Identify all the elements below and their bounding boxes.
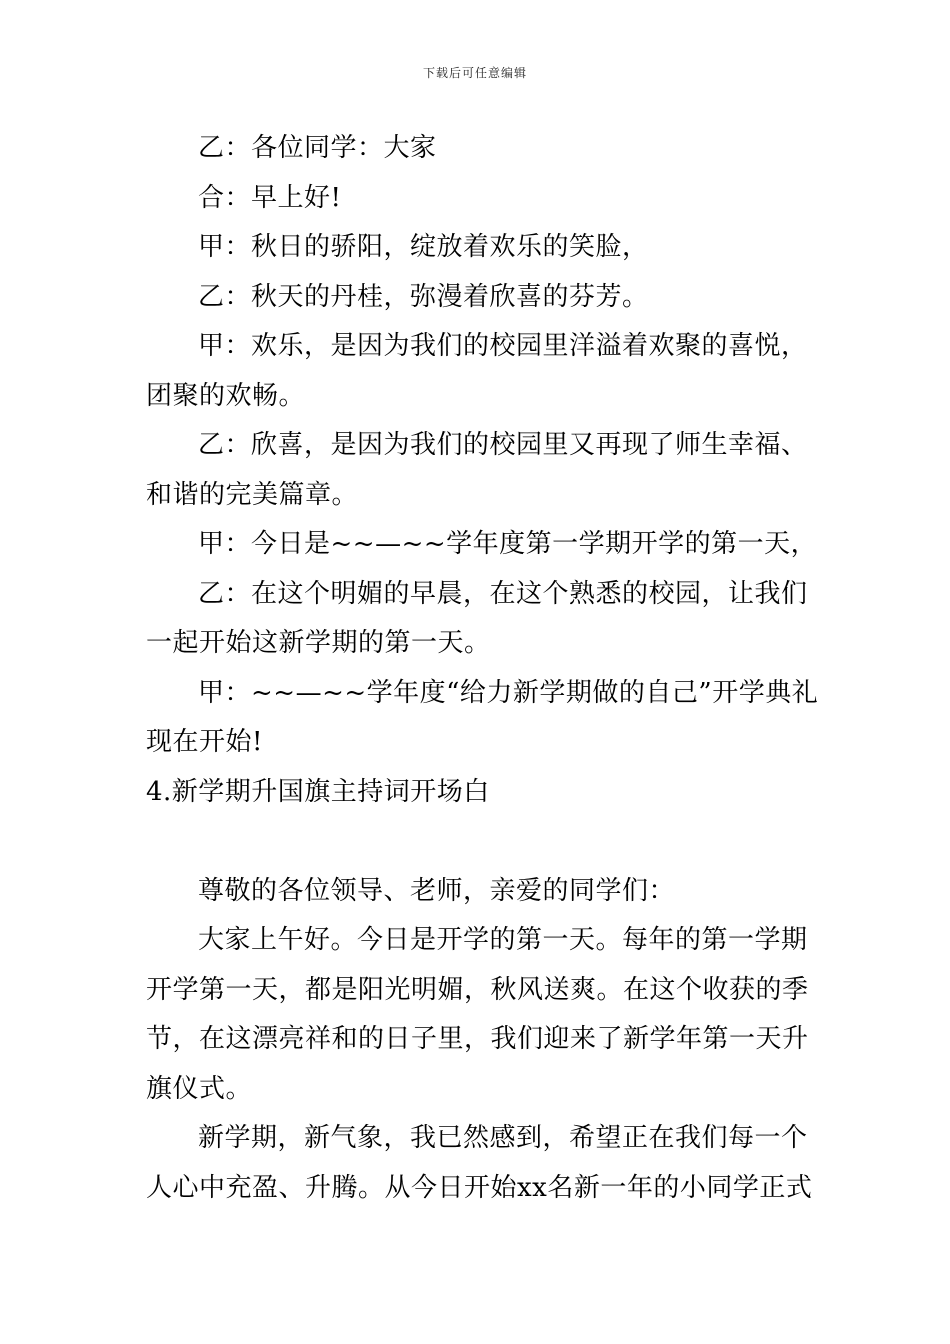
paragraph-line-continued: 人心中充盈、升腾。从今日开始xx名新一年的小同学正式 <box>146 1172 813 1203</box>
dialogue-line-continued: 现在开始! <box>146 727 263 757</box>
dialogue-line-continued: 一起开始这新学期的第一天。 <box>146 628 491 658</box>
paragraph-line-continued: 开学第一天，都是阳光明媚，秋风送爽。在这个收获的季 <box>146 974 809 1005</box>
paragraph-line: 大家上午好。今日是开学的第一天。每年的第一学期 <box>198 925 808 955</box>
paragraph-line-continued: 旗仪式。 <box>146 1073 253 1104</box>
dialogue-line: 乙：欣喜，是因为我们的校园里又再现了师生幸福、 <box>198 430 808 460</box>
dialogue-line: 甲：今日是~~—~~学年度第一学期开学的第一天， <box>198 529 818 559</box>
dialogue-line: 甲：欢乐，是因为我们的校园里洋溢着欢聚的喜悦， <box>198 331 808 361</box>
paragraph-line: 新学期，新气象，我已然感到，希望正在我们每一个 <box>198 1123 808 1153</box>
dialogue-line-continued: 和谐的完美篇章。 <box>146 479 359 510</box>
dialogue-line: 乙：在这个明媚的早晨，在这个熟悉的校园，让我们 <box>198 578 808 609</box>
dialogue-line-continued: 团聚的欢畅。 <box>146 380 306 411</box>
paragraph-line: 尊敬的各位领导、老师，亲爱的同学们： <box>198 875 676 906</box>
dialogue-line: 甲：~~—~~学年度“给力新学期做的自己”开学典礼 <box>198 677 819 708</box>
dialogue-line: 乙：秋天的丹桂，弥漫着欣喜的芬芳。 <box>198 281 649 312</box>
document-body <box>146 124 819 1213</box>
page-header: 下载后可任意编辑 <box>422 66 527 80</box>
dialogue-line: 乙：各位同学：大家 <box>198 133 437 163</box>
section-heading: 4.新学期升国旗主持词开场白 <box>146 776 490 807</box>
blank-line <box>146 817 808 867</box>
dialogue-line: 甲：秋日的骄阳，绽放着欢乐的笑脸， <box>198 232 649 262</box>
paragraph-line-continued: 节，在这漂亮祥和的日子里，我们迎来了新学年第一天升 <box>146 1024 809 1054</box>
dialogue-line: 合：早上好! <box>198 182 342 213</box>
